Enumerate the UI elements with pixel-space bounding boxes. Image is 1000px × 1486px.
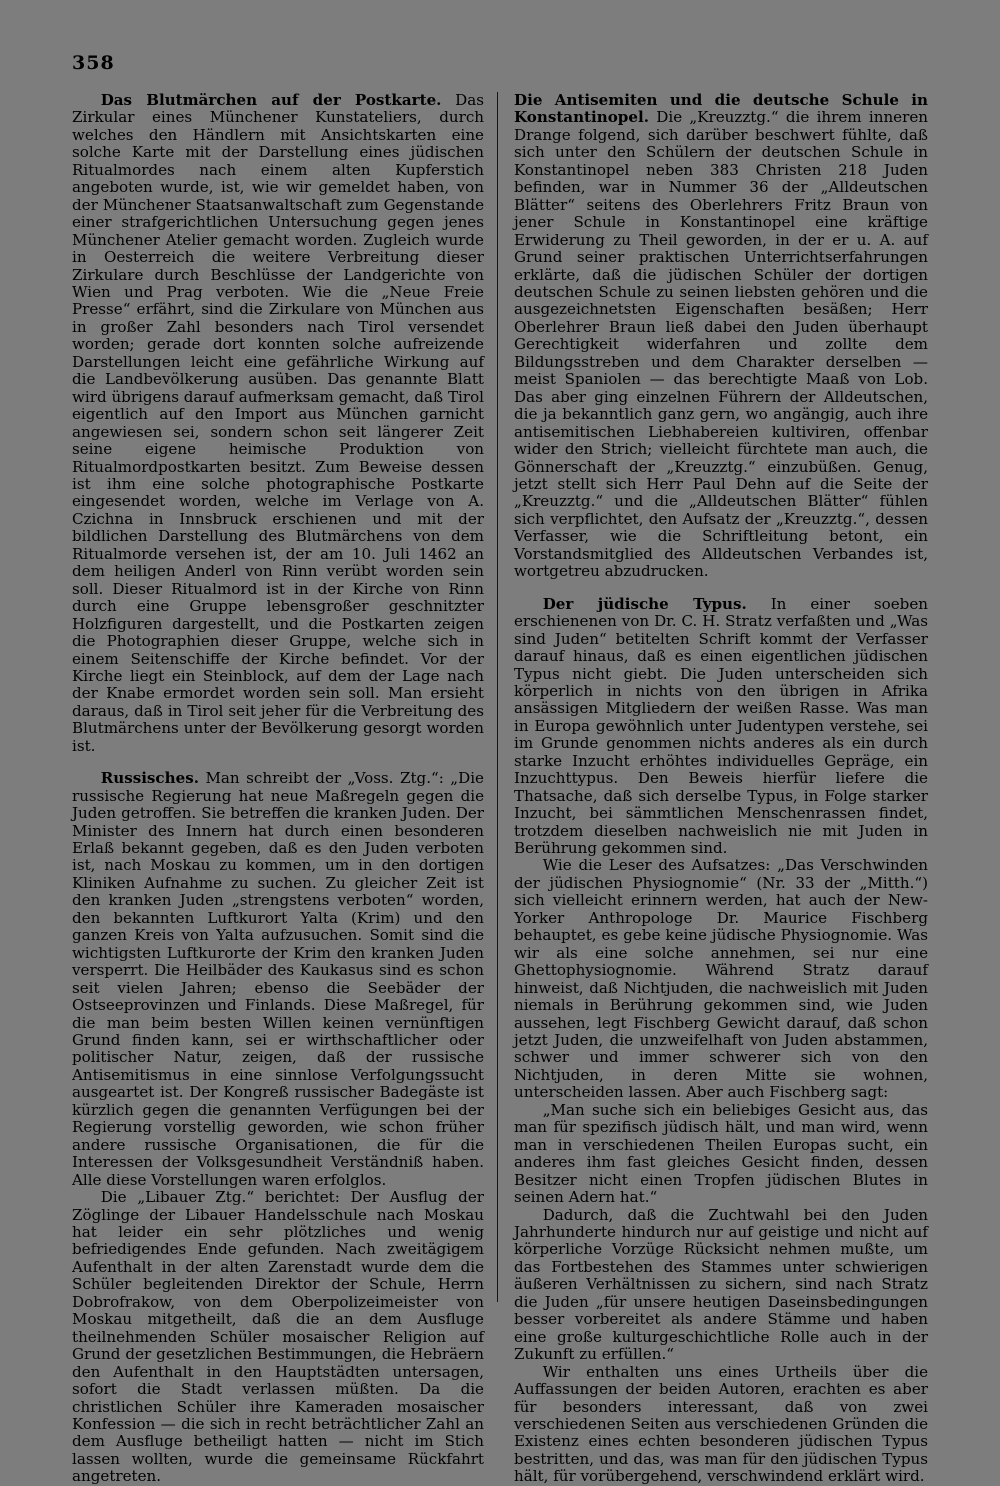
article-juedischer-typus bbox=[514, 596, 928, 858]
article-russisches bbox=[72, 770, 484, 1189]
left-column bbox=[72, 92, 484, 1486]
page-number: 358 bbox=[72, 52, 115, 74]
article-heading: Die Antisemiten und die deutsche Schule in Konstantinopel. bbox=[514, 91, 928, 127]
article-text: Die „Kreuzztg.“ die ihrem inneren Drange folgend, sich darüber beschwert fühlte, daß sich unter den Schülern der deutschen Schule in Konstantinopel neben 383 Christen 218 Juden befinden, war in Nummer 36 der „Alldeutschen Blätter“ seitens des Oberlehrers Fritz Braun von jener Schule in Konstantinopel eine kräftige Erwiderung zu Theil geworden, in der er u. A. auf Grund seiner praktischen Unterrichtserfahrungen erklärte, daß die jüdischen Schüler der dortigen deutschen Schule zu seinen liebsten gehören und die ausgezeichnetsten Eigenschaften besäßen; Herr Oberlehrer Braun ließ dabei den Juden überhaupt Gerechtigkeit widerfahren und zollte dem Bildungsstreben und dem Charakter derselben — meist Spaniolen — das berechtigte Maaß von Lob. Das aber ging einzelnen Führern der Alldeutschen, die ja bekanntlich ganz gern, wo angängig, auch ihre antisemitischen Liebhabereien kultiviren, offenbar wider den Strich; vielleicht fürchtete man auch, die Gönnerschaft der „Kreuzztg.“ einzubüßen. Genug, jetzt stellt sich Herr Paul Dehn auf die Seite der „Kreuzztg.“ und die „Alldeutschen Blätter“ fühlen sich verpflichtet, den Aufsatz der „Kreuzztg.“, dessen Verfasser, wie die Schriftleitung betont, ein Vorstandsmitglied des Alldeutschen Verbandes ist, wortgetreu abzudrucken. bbox=[514, 108, 928, 581]
article-paragraph: Die „Libauer Ztg.“ berichtet: Der Ausflug der Zöglinge der Libauer Handelsschule nach Moskau hat leider ein sehr plötzliches und wenig befriedigendes Ende gefunden. Nach zweitägigem Aufenthalt in der alten Zarenstadt wurde dem die Schüler begleitenden Direktor der Schule, Herrn Dobrofrakow, von dem Oberpolizeimeister von Moskau mitgetheilt, daß die an dem Ausfluge theilnehmenden Schüler mosaischer Religion auf Grund der gesetzlichen Bestimmungen, die Hebräern den Aufenthalt in den Hauptstädten untersagen, sofort die Stadt verlassen müßten. Da die christlichen Schüler ihre Kameraden mosaischer Konfession — die sich in recht beträchtlicher Zahl an dem Ausfluge betheiligt hatten — nicht im Stich lassen wollten, wurde die gemeinsame Rückfahrt angetreten. bbox=[72, 1188, 484, 1486]
article-antisemiten bbox=[514, 92, 928, 581]
article-paragraph: Dadurch, daß die Zuchtwahl bei den Juden Jahrhunderte hindurch nur auf geistige und nicht auf körperliche Vorzüge Rücksicht nehmen mußte, um das Fortbestehen des Stammes unter schwierigen äußeren Verhältnissen zu sichern, sind nach Stratz die Juden „für unsere heutigen Daseinsbedingungen besser vorbereitet als andere Stämme und haben eine große kulturgeschichtliche Rolle auch in der Zukunft zu erfüllen.“ bbox=[514, 1205, 928, 1364]
article-heading: Russisches. bbox=[100, 769, 199, 788]
right-column bbox=[514, 92, 928, 1486]
article-quote: „Man suche sich ein beliebiges Gesicht aus, das man für spezifisch jüdisch hält, und man wird, wenn man in verschiedenen Theilen Europas sucht, ein anderes ihm fast gleiches Gesicht finden, dessen Besitzer nicht einen Tropfen jüdischen Blutes in seinen Adern hat.“ bbox=[514, 1100, 928, 1207]
article-heading: Der jüdische Typus. bbox=[542, 594, 747, 613]
article-text: Das Zirkular eines Münchener Kunstateliers, durch welches den Händlern mit Ansichtskarten eine solche Karte mit der Darstellung eines jüdischen Ritualmordes nach einem alten Kupferstich angeboten wurde, ist, wie wir gemeldet haben, von der Münchener Staatsanwaltschaft zum Gegenstande einer strafgerichtlichen Untersuchung gegen jenes Münchener Atelier gemacht worden. Zugleich wurde in Oesterreich die weitere Verbreitung dieser Zirkulare durch Beschlüsse der Landgerichte von Wien und Prag verboten. Wie die „Neue Freie Presse“ erfährt, sind die Zirkulare von München aus in großer Zahl besonders nach Tirol versendet worden; gerade dort konnten solche aufreizende Darstellungen leicht eine gefährliche Wirkung auf die Landbevölkerung ausüben. Das genannte Blatt wird übrigens darauf aufmerksam gemacht, daß Tirol eigentlich auf den Import aus München garnicht angewiesen sei, sondern schon seit längerer Zeit seine eigene heimische Produktion von Ritualmordpostkarten besitzt. Zum Beweise dessen ist ihm eine solche photographische Postkarte eingesendet worden, welche im Verlage von A. Czichna in Innsbruck erschienen und mit der bildlichen Darstellung des Blutmärchens von dem Ritualmorde versehen ist, der am 10. Juli 1462 an dem heiligen Anderl von Rinn verübt worden sein soll. Dieser Ritualmord ist in der Kirche von Rinn durch eine Gruppe lebensgroßer geschnitzter Holzfiguren dargestellt, und die Postkarten zeigen die Photographien dieser Gruppe, welche sich in einem Seitenschiffe der Kirche befindet. Vor der Kirche liegt ein Steinblock, auf dem der Lage nach der Knabe ermordet worden sein soll. Man ersieht daraus, daß in Tirol seit jeher für die Verbreitung des Blutmärchens unter der Bevölkerung gesorgt worden ist. bbox=[72, 91, 484, 755]
article-blutmaerchen bbox=[72, 92, 484, 755]
article-paragraph: Wie die Leser des Aufsatzes: „Das Verschwinden der jüdischen Physiognomie“ (Nr. 33 der „Mitth.“) sich vielleicht erinnern werden, hat auch der New-Yorker Anthropologe Dr. Maurice Fischberg behauptet, es gebe keine jüdische Physiognomie. Was wir als eine solche annehmen, sei nur eine Ghettophysiognomie. Während Stratz darauf hinweist, daß Nichtjuden, die nachweislich mit Juden niemals in Berührung gekommen sind, wie Juden aussehen, legt Fischberg Gewicht darauf, daß schon jetzt Juden, die unzweifelhaft von Juden abstammen, schwer und immer schwerer sich von den Nichtjuden, in deren Mitte sie wohnen, unterscheiden lassen. Aber auch Fischberg sagt: bbox=[514, 856, 928, 1102]
article-heading: Das Blutmärchen auf der Postkarte. bbox=[100, 91, 442, 109]
article-text: In einer soeben erschienenen von Dr. C. H. Stratz verfaßten und „Was sind Juden“ betitelten Schrift kommt der Verfasser darauf hinaus, daß es einen eigentlichen jüdischen Typus nicht giebt. Die Juden unterscheiden sich körperlich in nichts von den übrigen in Afrika ansässigen Mitgliedern der weißen Rasse. Was man in Europa gewöhnlich unter Judentypen verstehe, sei im Grunde genommen nichts anderes als ein durch starke Inzucht erhöhtes individuelles Gepräge, ein Inzuchttypus. Den Beweis hierfür liefere die Thatsache, daß sich derselbe Typus, in Folge starker Inzucht, bei sämmtlichen Menschenrassen findet, trotzdem dieselben nachweislich nie mit Juden in Berührung gekommen sind. bbox=[514, 594, 928, 858]
article-paragraph: Wir enthalten uns eines Urtheils über die Auffassungen der beiden Autoren, erachten es aber für besonders interessant, daß von zwei verschiedenen Seiten aus verschiedenen Gründen die Existenz eines echten besonderen jüdischen Typus bestritten, und das, was man für den jüdischen Typus hält, für vorübergehend, verschwindend erklärt wird. bbox=[514, 1362, 928, 1486]
column-divider bbox=[497, 92, 498, 1302]
article-text: Man schreibt der „Voss. Ztg.“: „Die russische Regierung hat neue Maßregeln gegen die Juden getroffen. Sie betreffen die kranken Juden. Der Minister des Innern hat durch einen besonderen Erlaß bekannt gegeben, daß es den Juden verboten ist, nach Moskau zu kommen, um in den dortigen Kliniken Aufnahme zu suchen. Zu gleicher Zeit ist den kranken Juden „strengstens verboten“ worden, den bekannten Luftkurort Yalta (Krim) und den ganzen Kreis von Yalta aufzusuchen. Somit sind die wichtigsten Luftkurorte der Krim den kranken Juden versperrt. Die Heilbäder des Kaukasus sind es schon seit vielen Jahren; ebenso die Seebäder der Ostseeprovinzen und Finlands. Diese Maßregel, für die man beim besten Willen keinen vernünftigen Grund finden kann, sei er wirthschaftlicher oder politischer Natur, zeigen, daß der russische Antisemitismus in eine sinnlose Verfolgungssucht ausgeartet ist. Der Kongreß russischer Badegäste ist kürzlich gegen die genannten Verfügungen bei der Regierung vorstellig geworden, wie schon früher andere russische Organisationen, die für die Interessen der Volksgesundheit Verständniß haben. Alle diese Vorstellungen waren erfolglos. bbox=[72, 769, 484, 1189]
